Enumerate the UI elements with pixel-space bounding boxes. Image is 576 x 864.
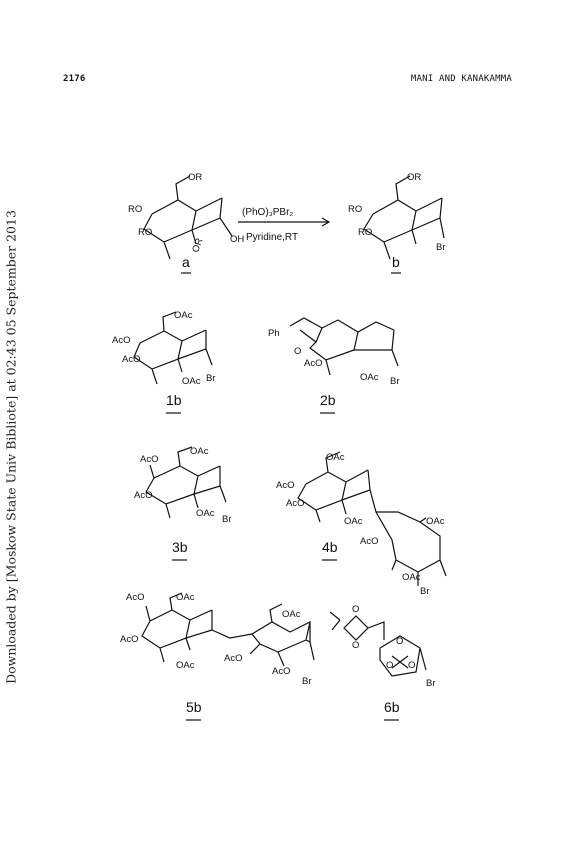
- label-2b: 2b: [320, 392, 336, 408]
- aco-group: AcO: [360, 536, 379, 547]
- aco-group: AcO: [304, 358, 323, 369]
- or-group: OR: [407, 172, 422, 183]
- aco-group: AcO: [224, 653, 243, 664]
- oh-group: OH: [230, 234, 245, 245]
- compound-5b-structure: [120, 592, 314, 720]
- condition-text: Pyridine,RT: [246, 232, 299, 243]
- ring-oxygen: O: [386, 660, 394, 671]
- oac-group: OAc: [176, 592, 195, 603]
- aco-group: AcO: [112, 335, 131, 346]
- aco-group: AcO: [276, 480, 295, 491]
- br-group: Br: [222, 514, 232, 525]
- oac-group: OAc: [174, 310, 193, 321]
- ring-oxygen: O: [352, 640, 360, 651]
- compound-1b-structure: [112, 310, 216, 413]
- oac-group: OAc: [282, 609, 301, 620]
- or-group: OR: [190, 236, 206, 255]
- download-note-text: Downloaded by [Moskow State Univ Bibliote] at 02:43 05 September 2013: [3, 210, 19, 684]
- ring-oxygen: O: [396, 636, 404, 647]
- aco-group: AcO: [140, 454, 159, 465]
- oac-group: OAc: [182, 376, 201, 387]
- oac-group: OAc: [360, 372, 379, 383]
- compound-a-structure: [128, 172, 244, 273]
- running-head: MANI AND KANAKAMMA: [410, 74, 512, 84]
- ring-oxygen: O: [408, 660, 416, 671]
- oac-group: OAc: [190, 446, 209, 457]
- label-6b: 6b: [384, 699, 400, 715]
- br-group: Br: [206, 373, 216, 384]
- aco-group: AcO: [272, 666, 291, 677]
- oac-group: OAc: [326, 452, 345, 463]
- reagent-text: (PhO)₃PBr₂: [242, 207, 294, 218]
- label-a: a: [182, 254, 190, 270]
- aco-group: AcO: [120, 634, 139, 645]
- br-group: Br: [426, 678, 436, 689]
- compound-3b-structure: [134, 446, 232, 560]
- label-5b: 5b: [186, 699, 202, 715]
- oac-group: OAc: [426, 516, 445, 527]
- oac-group: OAc: [176, 660, 195, 671]
- ring-oxygen: O: [352, 604, 360, 615]
- label-3b: 3b: [172, 539, 188, 555]
- label-b: b: [392, 254, 400, 270]
- ro-group: RO: [138, 227, 153, 238]
- aco-group: AcO: [122, 354, 141, 365]
- label-1b: 1b: [166, 392, 182, 408]
- ro-group: RO: [128, 204, 143, 215]
- ph-group: Ph: [268, 328, 280, 339]
- ring-oxygen: O: [294, 346, 302, 357]
- compound-4b-structure: [276, 452, 446, 597]
- br-group: Br: [390, 376, 400, 387]
- ro-group: RO: [348, 204, 363, 215]
- compound-2b-structure: [268, 318, 400, 413]
- oac-group: OAc: [196, 508, 215, 519]
- page-number: 2176: [63, 74, 86, 84]
- aco-group: AcO: [126, 592, 145, 603]
- reaction-arrow: [238, 207, 329, 243]
- ro-group: RO: [358, 227, 373, 238]
- oac-group: OAc: [344, 516, 363, 527]
- br-group: Br: [302, 676, 312, 687]
- br-group: Br: [420, 586, 430, 597]
- or-group: OR: [188, 172, 203, 183]
- compound-b-structure: [348, 172, 446, 273]
- oac-group: OAc: [402, 572, 421, 583]
- aco-group: AcO: [134, 490, 153, 501]
- compound-6b-structure: [330, 604, 436, 720]
- label-4b: 4b: [322, 539, 338, 555]
- br-group: Br: [436, 242, 446, 253]
- aco-group: AcO: [286, 498, 305, 509]
